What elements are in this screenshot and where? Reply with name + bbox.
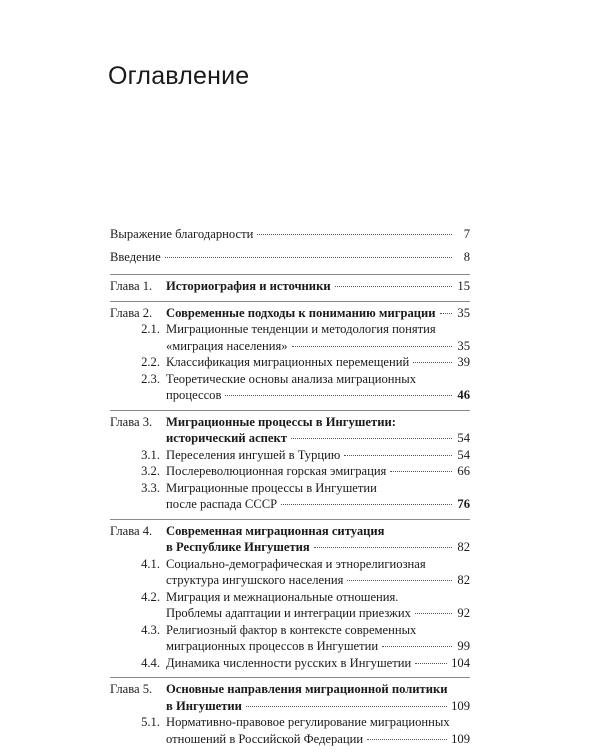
chapter-block xyxy=(110,301,470,404)
entry-title: Динамика численности русских в Ингушетии xyxy=(166,655,412,670)
toc-entry-section[interactable] xyxy=(110,622,470,655)
entry-title: Миграция и межнациональные отношения. xyxy=(166,589,399,604)
leader-dots xyxy=(382,646,452,647)
toc-entry-chapter[interactable] xyxy=(110,414,470,447)
front-matter-item xyxy=(110,249,470,266)
leader-dots xyxy=(281,504,452,505)
leader-dots xyxy=(440,313,452,314)
entry-title: Переселения ингушей в Турцию xyxy=(166,447,341,462)
page-number: 66 xyxy=(457,464,470,478)
toc-line xyxy=(110,731,470,748)
page-number: 92 xyxy=(457,606,470,620)
toc-entry-intro[interactable] xyxy=(110,249,470,266)
toc-entry-section[interactable] xyxy=(110,714,470,747)
toc-line xyxy=(110,387,470,404)
entry-title: «миграция населения» xyxy=(166,338,288,353)
entry-title: Послереволюционная горская эмиграция xyxy=(166,464,387,478)
page-number: 39 xyxy=(457,355,470,369)
leader-dots xyxy=(335,286,452,287)
chapter-block xyxy=(110,677,470,747)
entry-number: 3.2. xyxy=(141,464,160,478)
entry-title: процессов xyxy=(166,388,222,402)
entry-title: в Ингушетии xyxy=(166,698,242,713)
leader-dots xyxy=(347,580,452,581)
entry-title: Современная миграционная ситуация xyxy=(166,523,385,538)
page-number: 8 xyxy=(463,249,470,264)
toc-line xyxy=(110,714,470,731)
entry-title: Теоретические основы анализа миграционных xyxy=(166,371,416,386)
entry-title: Современные подходы к пониманию миграции xyxy=(166,305,436,320)
page-number: 35 xyxy=(457,338,470,353)
entry-number: Глава 1. xyxy=(110,279,153,293)
leader-dots xyxy=(344,455,452,456)
page-number: 46 xyxy=(457,388,470,402)
entry-title: миграционных процессов в Ингушетии xyxy=(166,639,379,653)
leader-dots xyxy=(257,234,452,235)
entry-title: структура ингушского населения xyxy=(166,573,344,587)
sections-list xyxy=(110,321,470,404)
leader-dots xyxy=(246,706,447,707)
toc-entry-section[interactable] xyxy=(110,371,470,404)
leader-dots xyxy=(291,438,452,439)
toc-entry-intro[interactable] xyxy=(110,226,470,243)
entry-title: Основные направления миграционной политики xyxy=(166,682,448,696)
page-number: 76 xyxy=(457,497,470,511)
toc-entry-section[interactable] xyxy=(110,556,470,589)
toc-line xyxy=(110,371,470,388)
entry-number: 5.1. xyxy=(141,715,160,729)
entry-number: 4.4. xyxy=(141,655,160,670)
entry-title: Историография и источники xyxy=(166,279,331,293)
entry-title: отношений в Российской Федерации xyxy=(166,731,364,746)
toc-entry-section[interactable] xyxy=(110,354,470,371)
entry-title: Социально-демографическая и этнорелигиозная xyxy=(166,556,426,571)
entry-number: Глава 4. xyxy=(110,523,153,538)
chapter-block xyxy=(110,519,470,672)
toc-line xyxy=(110,321,470,338)
entry-title: Введение xyxy=(110,249,161,264)
toc-line xyxy=(110,572,470,589)
toc-line xyxy=(110,638,470,655)
page-number: 82 xyxy=(457,540,470,554)
toc-entry-chapter[interactable] xyxy=(110,305,470,322)
front-matter-item xyxy=(110,226,470,243)
sections-list xyxy=(110,556,470,672)
toc-line xyxy=(110,698,470,715)
leader-dots xyxy=(225,395,452,396)
entry-title: Проблемы адаптации и интеграции приезжих xyxy=(166,606,411,620)
page-number: 15 xyxy=(457,279,470,293)
toc-entry-chapter[interactable] xyxy=(110,278,470,295)
toc-entry-section[interactable] xyxy=(110,321,470,354)
toc-line xyxy=(110,447,470,464)
entry-number: 4.2. xyxy=(141,589,160,604)
page-number: 109 xyxy=(451,731,470,746)
toc-line xyxy=(110,589,470,606)
entry-title: Выражение благодарности xyxy=(110,227,254,241)
toc-line xyxy=(110,338,470,355)
leader-dots xyxy=(413,362,452,363)
entry-number: 2.1. xyxy=(141,322,160,336)
entry-title: Религиозный фактор в контексте современных xyxy=(166,622,417,637)
entry-title: исторический аспект xyxy=(166,431,287,445)
front-matter xyxy=(110,226,470,265)
toc-entry-section[interactable] xyxy=(110,655,470,672)
entry-title: Нормативно-правовое регулирование миграционных xyxy=(166,715,450,729)
page-number: 82 xyxy=(457,573,470,587)
entry-title: в Республике Ингушетия xyxy=(166,540,310,554)
sections-list xyxy=(110,714,470,747)
toc-line xyxy=(110,249,470,266)
toc-line xyxy=(110,430,470,447)
sections-list xyxy=(110,447,470,513)
entry-title: Миграционные тенденции и методология понятия xyxy=(166,322,436,336)
toc-line xyxy=(110,556,470,573)
leader-dots xyxy=(165,257,452,258)
toc-line xyxy=(110,539,470,556)
entry-title: Классификация миграционных перемещений xyxy=(166,355,410,369)
page-number: 7 xyxy=(463,227,470,241)
toc-entry-chapter[interactable] xyxy=(110,523,470,556)
entry-number: Глава 3. xyxy=(110,414,153,429)
chapter-block xyxy=(110,410,470,513)
page-number: 104 xyxy=(451,655,470,670)
toc-entry-section[interactable] xyxy=(110,463,470,480)
page-number: 54 xyxy=(457,447,470,462)
entry-title: Миграционные процессы в Ингушетии: xyxy=(166,414,396,429)
toc-entry-section[interactable] xyxy=(110,480,470,513)
leader-dots xyxy=(415,613,452,614)
toc-entry-section[interactable] xyxy=(110,589,470,622)
entry-number: Глава 5. xyxy=(110,682,153,696)
toc-line xyxy=(110,622,470,639)
leader-dots xyxy=(367,739,447,740)
toc-line xyxy=(110,305,470,322)
entry-title: Миграционные процессы в Ингушетии xyxy=(166,480,377,495)
page-number: 99 xyxy=(457,639,470,653)
toc-line xyxy=(110,278,470,295)
leader-dots xyxy=(292,346,452,347)
page-number: 109 xyxy=(451,698,470,713)
toc-line xyxy=(110,414,470,431)
toc-line xyxy=(110,496,470,513)
table-of-contents xyxy=(110,226,470,753)
toc-line xyxy=(110,226,470,243)
entry-number: 4.3. xyxy=(141,622,160,637)
toc-line xyxy=(110,354,470,371)
toc-line xyxy=(110,655,470,672)
leader-dots xyxy=(415,663,447,664)
entry-number: 4.1. xyxy=(141,556,160,571)
leader-dots xyxy=(314,547,452,548)
entry-number: 3.3. xyxy=(141,480,160,495)
page-number: 35 xyxy=(457,305,470,320)
toc-line xyxy=(110,463,470,480)
toc-line xyxy=(110,681,470,698)
entry-number: Глава 2. xyxy=(110,305,153,320)
toc-entry-section[interactable] xyxy=(110,447,470,464)
entry-number: 2.2. xyxy=(141,355,160,369)
toc-line xyxy=(110,480,470,497)
entry-number: 3.1. xyxy=(141,447,160,462)
toc-entry-chapter[interactable] xyxy=(110,681,470,714)
page-number: 54 xyxy=(457,431,470,445)
toc-line xyxy=(110,523,470,540)
entry-number: 2.3. xyxy=(141,371,160,386)
toc-line xyxy=(110,605,470,622)
entry-title: после распада СССР xyxy=(166,497,278,511)
chapter-block xyxy=(110,274,470,295)
page-title: Оглавление xyxy=(108,62,250,90)
leader-dots xyxy=(390,471,452,472)
